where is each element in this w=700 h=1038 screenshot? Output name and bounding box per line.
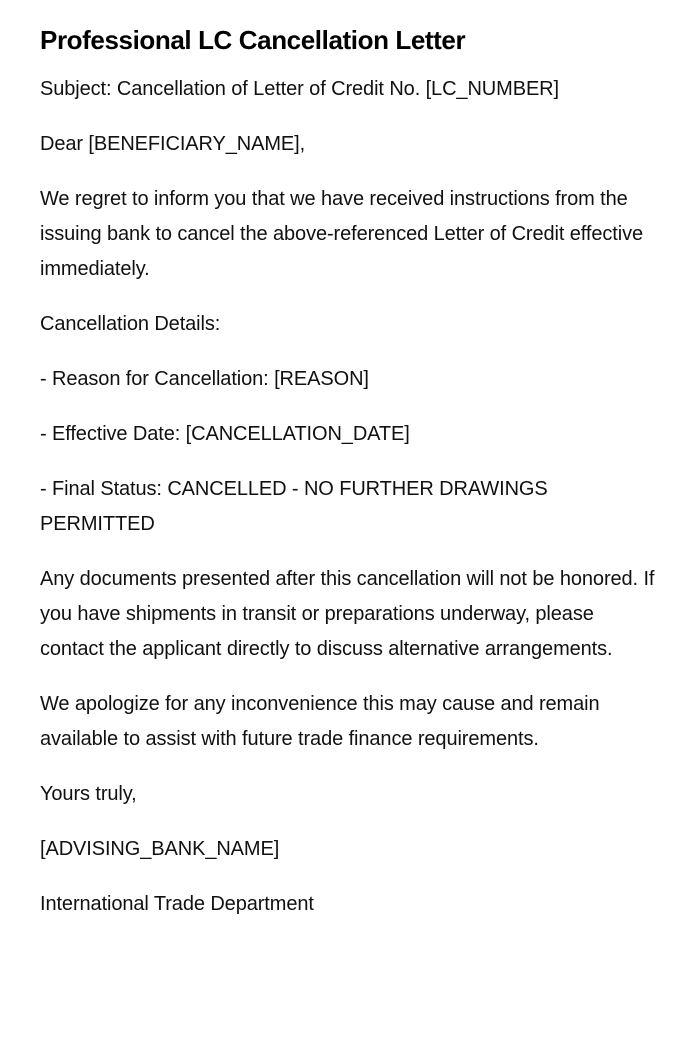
- detail-final-status: - Final Status: CANCELLED - NO FURTHER DRAWINGS PERMITTED: [40, 478, 548, 535]
- body-documents-notice: Any documents presented after this cancellation will not be honored. If you have shipments in transit or preparations underway, please contact the applicant directly to discuss alternative arrangements.: [40, 568, 655, 660]
- body-intro: We regret to inform you that we have received instructions from the issuing bank to cancel the above-referenced Letter of Credit effective immediately.: [40, 188, 643, 280]
- details-heading: Cancellation Details:: [40, 313, 221, 335]
- detail-effective-date: - Effective Date: [CANCELLATION_DATE]: [40, 423, 410, 445]
- signature-bank-name: [ADVISING_BANK_NAME]: [40, 838, 280, 860]
- closing: Yours truly,: [40, 783, 137, 805]
- letter-title: Professional LC Cancellation Letter: [40, 25, 466, 55]
- signature-department: International Trade Department: [40, 893, 314, 915]
- body-apology: We apologize for any inconvenience this may cause and remain available to assist with future trade finance requirements.: [40, 693, 600, 750]
- subject-line: Subject: Cancellation of Letter of Credit No. [LC_NUMBER]: [40, 78, 559, 100]
- detail-reason: - Reason for Cancellation: [REASON]: [40, 368, 369, 390]
- salutation: Dear [BENEFICIARY_NAME],: [40, 133, 306, 155]
